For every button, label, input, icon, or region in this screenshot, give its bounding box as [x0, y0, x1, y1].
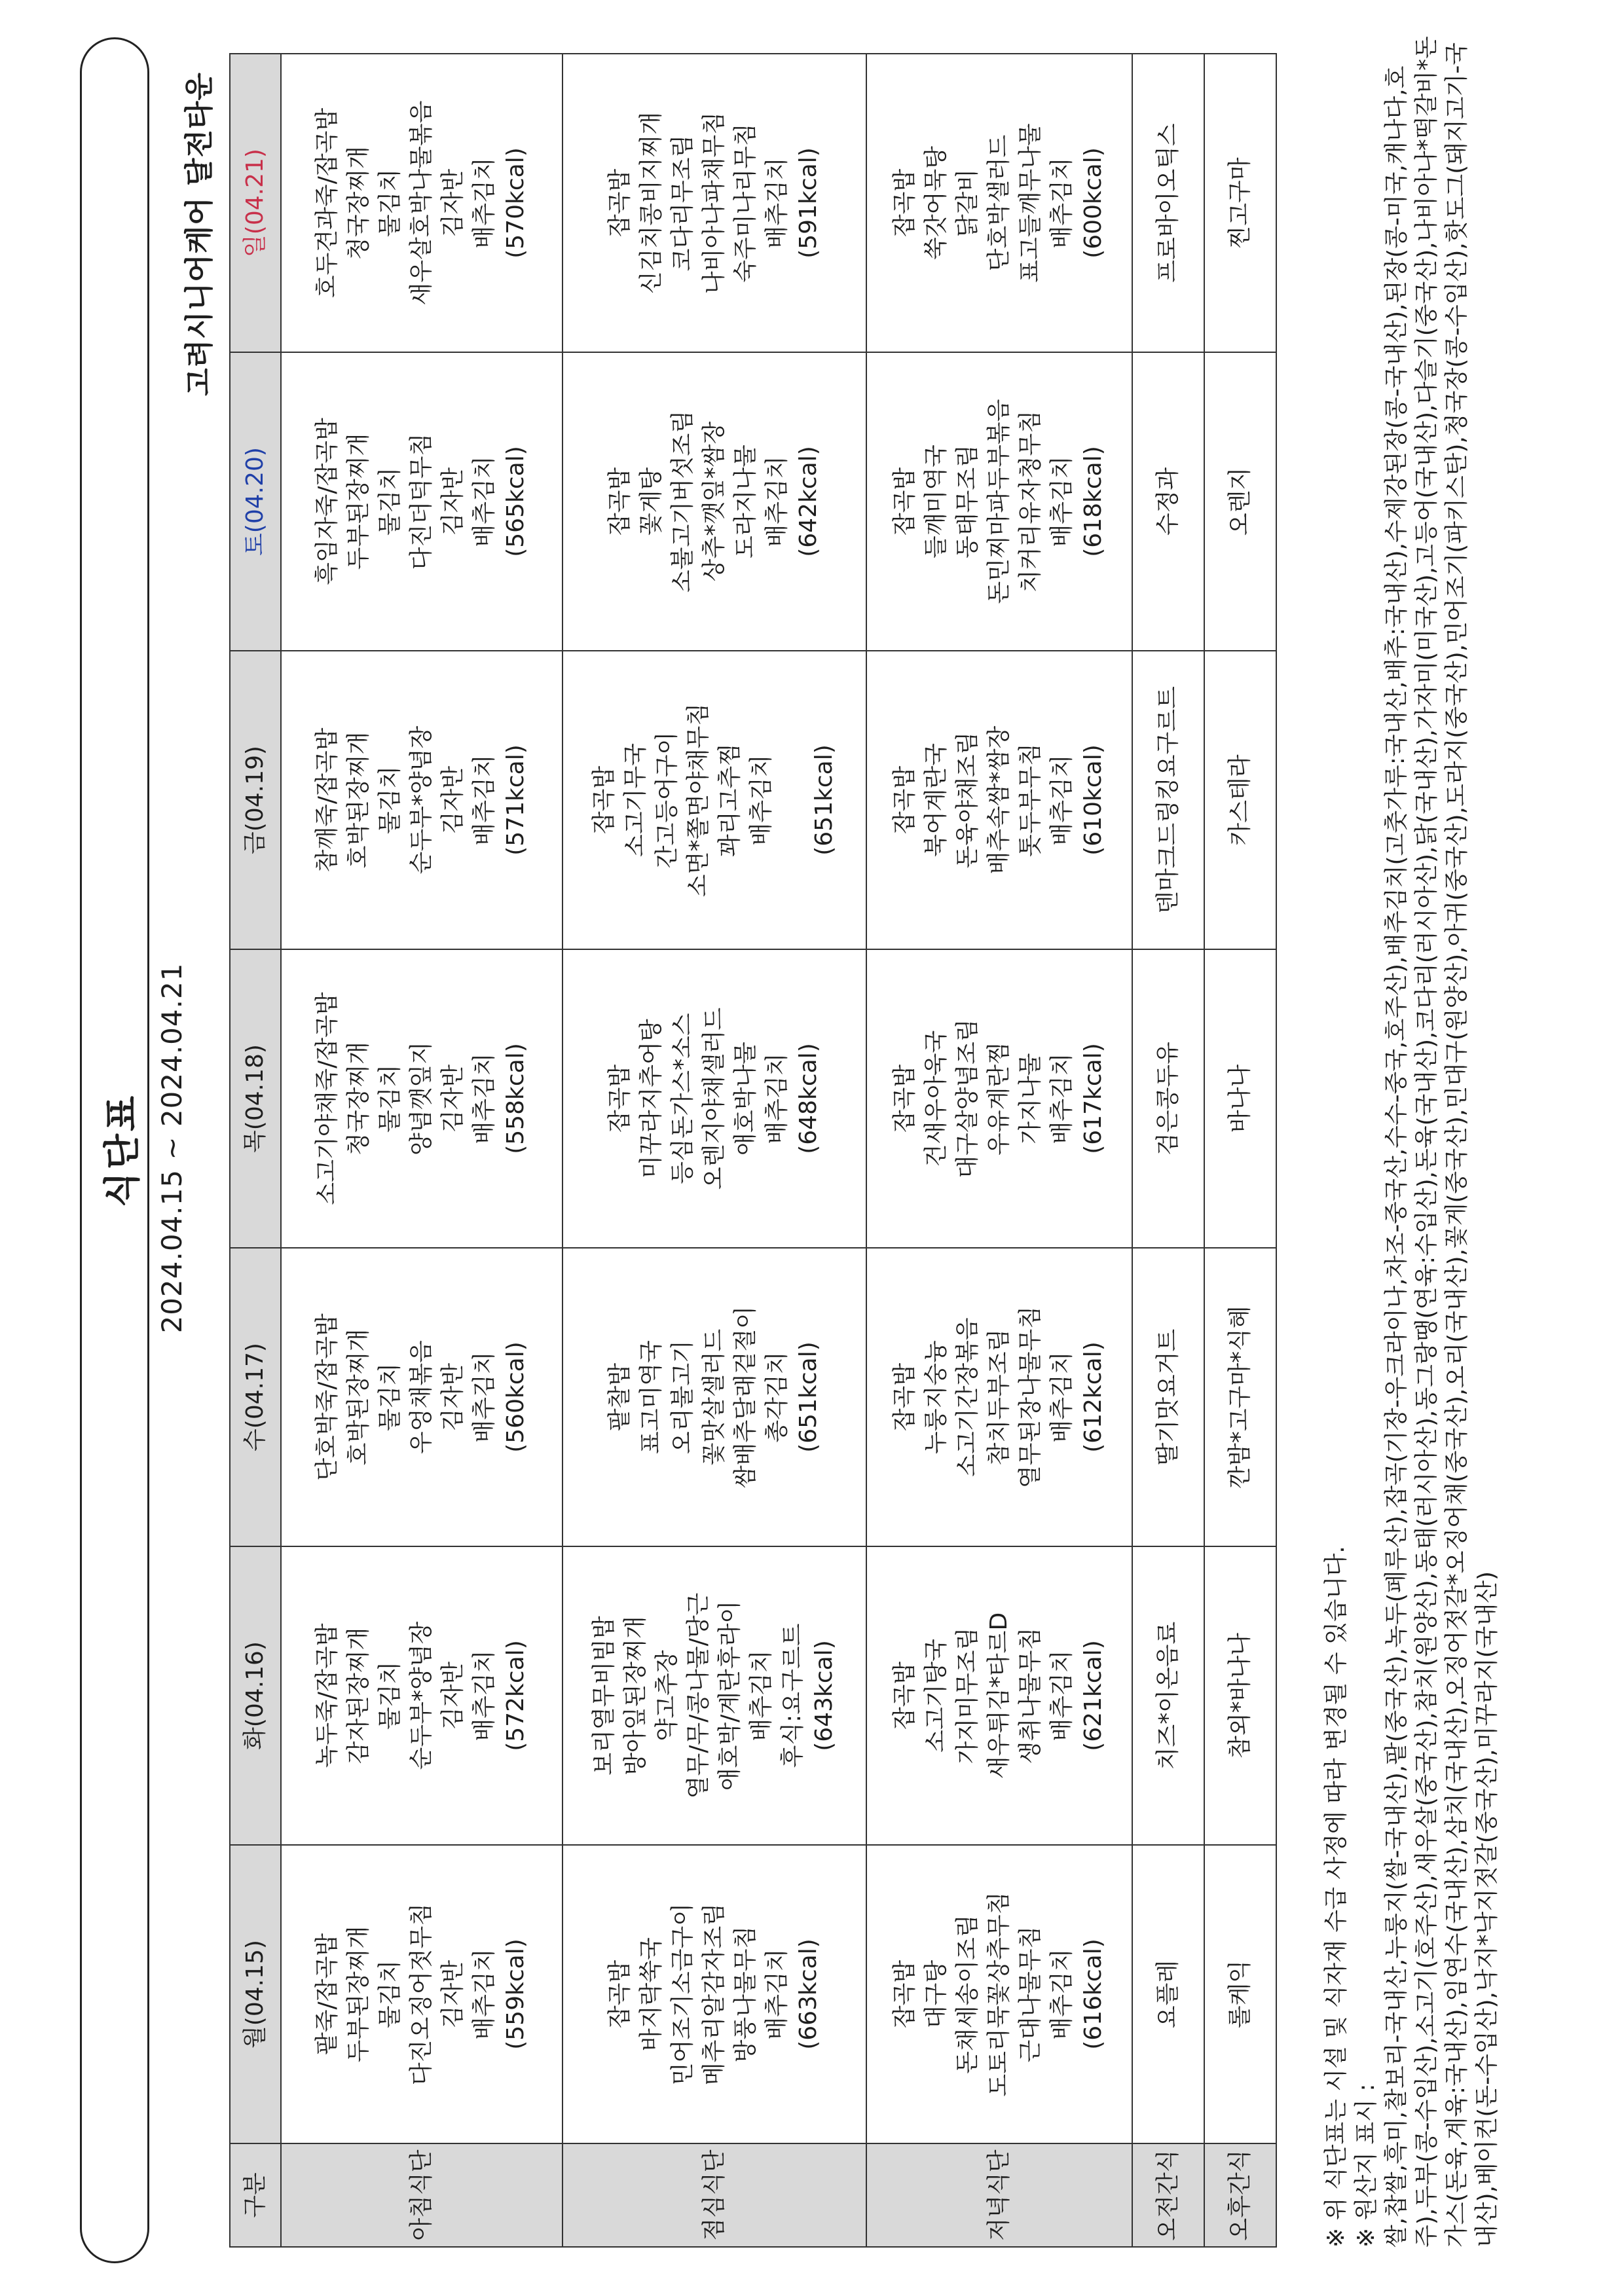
- menu-item: 배추김치: [471, 157, 498, 249]
- menu-item: (558kcal): [502, 1043, 529, 1154]
- menu-item: 나비아나파채무침: [701, 111, 728, 295]
- menu-item: 청국장찌개: [345, 146, 372, 260]
- menu-item: 순두부*양념장: [408, 725, 435, 875]
- day-header-mon: 월(04.15): [230, 1845, 281, 2143]
- menu-item: 배추김치: [471, 754, 498, 846]
- menu-item: 배추김치: [1048, 157, 1075, 249]
- menu-item: 보리열무비빔밥: [591, 1616, 618, 1776]
- menu-item: 녹두죽/잡곡밥: [314, 1623, 341, 1768]
- menu-item: 애호박/계란후라이: [716, 1600, 743, 1791]
- menu-item: 도토리묵꽃상추무침: [986, 1891, 1012, 2097]
- menu-item: 돈채세송이조림: [954, 1914, 981, 2074]
- menu-item: 물김치: [377, 765, 403, 835]
- menu-item: 돈육야채조림: [954, 731, 981, 869]
- menu-item: (570kcal): [502, 147, 529, 259]
- menu-item: (560kcal): [502, 1341, 529, 1453]
- menu-item: 잡곡밥: [891, 1661, 918, 1730]
- menu-item: 잡곡밥: [606, 467, 633, 536]
- menu-item: 두부된장찌개: [345, 433, 372, 570]
- menu-item: (616kcal): [1080, 1939, 1107, 2050]
- menu-item: 우유계란찜: [986, 1042, 1012, 1156]
- menu-cell-tue: [563, 1546, 866, 1845]
- menu-item: 물김치: [377, 1661, 403, 1730]
- menu-item: 잡곡밥: [891, 1959, 918, 2029]
- menu-cell-tue: [281, 1546, 563, 1845]
- menu-item: 배추속쌈*쌈장: [986, 725, 1012, 875]
- menu-item: 대구살양념조림: [954, 1019, 981, 1178]
- menu-item: (612kcal): [1080, 1341, 1107, 1453]
- menu-item: 순두부*양념장: [408, 1621, 435, 1770]
- snack-cell-sat: 오렌지: [1204, 352, 1276, 651]
- menu-item: 단호박샐러드: [986, 134, 1012, 272]
- menu-item: (648kcal): [795, 1043, 822, 1154]
- lunch-row: [563, 54, 866, 2247]
- snack-cell-thu: 바나나: [1204, 949, 1276, 1248]
- menu-item: 호박된장찌개: [345, 1328, 372, 1466]
- menu-item: (610kcal): [1080, 744, 1107, 856]
- menu-table: [229, 53, 1277, 2248]
- menu-item: 다진오징어젓무침: [408, 1903, 435, 2086]
- menu-cell-wed: [281, 1248, 563, 1546]
- menu-cell-sat: [563, 352, 866, 651]
- menu-item: 오렌지야채샐러드: [701, 1007, 728, 1190]
- breakfast-row: [281, 54, 563, 2247]
- menu-item: (651kcal): [811, 744, 838, 856]
- menu-item: 흑임자죽/잡곡밥: [314, 418, 341, 585]
- menu-item: 톳두부무침: [1017, 743, 1044, 857]
- category-header: 구분: [230, 2143, 281, 2247]
- menu-item: 잡곡밥: [591, 765, 618, 835]
- menu-cell-sun: [281, 54, 563, 352]
- snack-cell-sat: 수정과: [1132, 352, 1204, 651]
- menu-cell-mon: [866, 1845, 1132, 2143]
- menu-item: 오리불고기: [669, 1340, 696, 1454]
- menu-item: 등심돈가스*소스: [669, 1013, 696, 1184]
- menu-item: 김자반: [439, 1064, 466, 1133]
- menu-item: 메추리알감자조림: [701, 1903, 728, 2086]
- menu-item: 김자반: [439, 765, 466, 835]
- snack-cell-wed: 깐밤*고구마*식혜: [1204, 1248, 1276, 1546]
- menu-item: 물김치: [377, 1064, 403, 1133]
- menu-item: 열무/무/콩나물/당근: [685, 1592, 712, 1799]
- menu-item: 방풍나물무침: [732, 1925, 759, 2063]
- pm-snack-label: 오후간식: [1204, 2143, 1276, 2247]
- menu-item: (600kcal): [1080, 147, 1107, 259]
- am-snack-label: 오전간식: [1132, 2143, 1204, 2247]
- menu-item: (643kcal): [811, 1640, 838, 1751]
- menu-item: 쌈배추달래겉절이: [732, 1305, 759, 1489]
- menu-item: 누룽지숭늉: [923, 1340, 950, 1454]
- menu-item: 총각김치: [764, 1351, 790, 1443]
- snack-cell-mon: 요플레: [1132, 1845, 1204, 2143]
- snack-cell-thu: 검은콩두유: [1132, 949, 1204, 1248]
- menu-item: 참깨죽/잡곡밥: [314, 727, 341, 873]
- menu-cell-sun: [563, 54, 866, 352]
- menu-item: 가지나물: [1017, 1053, 1044, 1144]
- note-change-notice: ※ 위 식단표는 시설 및 식자재 수급 사정에 따라 변경될 수 있습니다.: [1323, 1546, 1350, 2248]
- menu-item: 약고추장: [654, 1650, 680, 1741]
- menu-item: (591kcal): [795, 147, 822, 259]
- day-header-sat: 토(04.20): [230, 352, 281, 651]
- menu-item: 소고기야채죽/잡곡밥: [314, 992, 341, 1205]
- dinner-row: [866, 54, 1132, 2247]
- title-box: [80, 37, 149, 2263]
- day-header-thu: 목(04.18): [230, 949, 281, 1248]
- notes: [1321, 35, 1502, 2248]
- menu-cell-thu: [281, 949, 563, 1248]
- menu-item: 배추김치: [471, 1948, 498, 2040]
- dinner-label: 저녁식단: [866, 2143, 1132, 2247]
- menu-item: 참치두부조림: [986, 1328, 1012, 1466]
- menu-item: (621kcal): [1080, 1640, 1107, 1751]
- menu-cell-fri: [866, 651, 1132, 949]
- page-title: 식단표: [101, 1093, 144, 1208]
- menu-item: 소면*쫄면야채무침: [685, 702, 712, 898]
- menu-item: 코다리무조림: [669, 134, 696, 272]
- header-row: [230, 54, 281, 2247]
- day-header-sun: 일(04.21): [230, 54, 281, 352]
- menu-item: 단호박죽/잡곡밥: [314, 1313, 341, 1481]
- menu-item: 바지락쑥국: [638, 1937, 665, 2051]
- menu-item: 상추*깻잎*쌈장: [701, 421, 728, 582]
- origin-list: 쌀,찹쌀,흑미,찰보리-국내산,누룽지(쌀-국내산),팥(중국산),녹두(페루산),잡곡(기장-우크라이나,차조-중국산,수수-중국,호주산),배추김치(고춧가루:국내산,배추:국내산),수제강된장(콩-국내산),된장(콩-미국,캐나다,호주),두부(콩-수입산),소고기(호주산),새우살(중국산),참치(원양산),동태(러시아산),동그랑땡(연육:수입산),돈육(국내산),코다리(러시아산),닭(국내산),가자미(미국산),고등어(국내산),다슬기(중국산),나비아나*떡갈비*돈가스(돈육,계육:국내산),임연수(국내산),삼치(국내산),오징어젓갈*오징어채(중국산),오리(국내산),꽃게(중국산),민대구(원양산),아귀(중국산),도라지(중국산),민어조기(파키스탄),청국장(콩-수입산),핫도그(돼지고기-국내산),베이컨(돈-수입산),낙지*낙지젓갈(중국산),미꾸라지(국내산): [1383, 36, 1500, 2248]
- menu-item: 잡곡밥: [606, 1064, 633, 1133]
- menu-item: 근대나물무침: [1017, 1925, 1044, 2063]
- menu-item: 감자된장찌개: [345, 1627, 372, 1764]
- menu-item: 호두견과죽/잡곡밥: [314, 107, 341, 299]
- menu-item: 배추김치: [471, 1053, 498, 1144]
- menu-item: 배추김치: [1048, 754, 1075, 846]
- menu-item: 잡곡밥: [891, 168, 918, 238]
- menu-item: (565kcal): [502, 446, 529, 557]
- menu-cell-tue: [866, 1546, 1132, 1845]
- lunch-label: 점심식단: [563, 2143, 866, 2247]
- menu-item: 미꾸라지추어탕: [638, 1019, 665, 1178]
- menu-item: 다진더덕무침: [408, 433, 435, 570]
- menu-cell-fri: [563, 651, 866, 949]
- menu-item: 김자반: [439, 1959, 466, 2029]
- menu-item: 물김치: [377, 1362, 403, 1432]
- menu-item: 건새우아욱국: [923, 1030, 950, 1167]
- menu-item: 돈민찌마파두부볶음: [986, 399, 1012, 604]
- menu-period: 2024.04.15 ~ 2024.04.21: [156, 962, 188, 1334]
- menu-item: 후식:요구르트: [779, 1623, 806, 1768]
- menu-item: 꽈리고추찜: [716, 743, 743, 857]
- menu-cell-sun: [866, 54, 1132, 352]
- menu-item: 숙주미나리무침: [732, 123, 759, 283]
- menu-cell-sat: [281, 352, 563, 651]
- menu-item: 대구탕: [923, 1959, 950, 2029]
- menu-item: 물김치: [377, 168, 403, 238]
- menu-item: 잡곡밥: [606, 168, 633, 238]
- menu-item: 배추김치: [471, 456, 498, 547]
- menu-item: 꽃게탕: [638, 467, 665, 536]
- breakfast-label: 아침식단: [281, 2143, 563, 2247]
- menu-cell-wed: [866, 1248, 1132, 1546]
- menu-item: 잡곡밥: [891, 1064, 918, 1133]
- menu-item: 잡곡밥: [891, 765, 918, 835]
- menu-cell-fri: [281, 651, 563, 949]
- menu-item: 두부된장찌개: [345, 1925, 372, 2063]
- menu-item: 청국장찌개: [345, 1042, 372, 1156]
- menu-item: 표고들깨무나물: [1017, 123, 1044, 283]
- menu-cell-thu: [866, 949, 1132, 1248]
- menu-item: 배추김치: [471, 1650, 498, 1741]
- menu-item: 북어계란국: [923, 743, 950, 857]
- facility-name: 고려시니어케어 달전타운: [183, 72, 216, 396]
- menu-cell-wed: [563, 1248, 866, 1546]
- menu-item: 배추김치: [764, 1948, 790, 2040]
- pm-snack-row: [1204, 54, 1276, 2247]
- menu-item: 잡곡밥: [606, 1959, 633, 2029]
- menu-item: 배추김치: [1048, 1053, 1075, 1144]
- day-header-tue: 화(04.16): [230, 1546, 281, 1845]
- menu-item: 호박된장찌개: [345, 731, 372, 869]
- menu-item: 표고미역국: [638, 1340, 665, 1454]
- menu-item: 배추김치: [748, 1650, 775, 1741]
- menu-item: 배추김치: [1048, 1351, 1075, 1443]
- menu-item: (559kcal): [502, 1939, 529, 2050]
- menu-item: 배추김치: [1048, 1650, 1075, 1741]
- menu-item: 가지미무조림: [954, 1627, 981, 1764]
- day-header-fri: 금(04.19): [230, 651, 281, 949]
- menu-item: 배추김치: [764, 456, 790, 547]
- menu-item: 배추김치: [764, 1053, 790, 1144]
- menu-item: 김자반: [439, 1362, 466, 1432]
- menu-item: 물김치: [377, 1959, 403, 2029]
- menu-item: 배추김치: [1048, 456, 1075, 547]
- menu-item: 소불고기버섯조림: [669, 410, 696, 593]
- menu-item: 닭갈비: [954, 168, 981, 238]
- menu-item: 소고기무국: [622, 743, 649, 857]
- menu-item: (651kcal): [795, 1341, 822, 1453]
- menu-cell-thu: [563, 949, 866, 1248]
- menu-item: 배추김치: [1048, 1948, 1075, 2040]
- menu-item: 잡곡밥: [891, 467, 918, 536]
- am-snack-row: [1132, 54, 1204, 2247]
- menu-item: 김자반: [439, 467, 466, 536]
- menu-item: (663kcal): [795, 1939, 822, 2050]
- menu-item: (618kcal): [1080, 446, 1107, 557]
- menu-item: 쑥갓어묵탕: [923, 146, 950, 260]
- menu-item: 새우살호박나물볶음: [408, 100, 435, 306]
- snack-cell-tue: 치즈*이온음료: [1132, 1546, 1204, 1845]
- menu-item: 김자반: [439, 168, 466, 238]
- menu-item: 소고기간장볶음: [954, 1317, 981, 1477]
- menu-item: (571kcal): [502, 744, 529, 856]
- menu-item: 팥찰밥: [606, 1362, 633, 1432]
- snack-cell-tue: 참외*바나나: [1204, 1546, 1276, 1845]
- menu-item: 생취나물무침: [1017, 1627, 1044, 1764]
- menu-cell-sat: [866, 352, 1132, 651]
- day-header-wed: 수(04.17): [230, 1248, 281, 1546]
- menu-item: 도라지나물: [732, 445, 759, 558]
- menu-item: (617kcal): [1080, 1043, 1107, 1154]
- menu-item: 치커리유자청무침: [1017, 410, 1044, 593]
- menu-item: (572kcal): [502, 1640, 529, 1751]
- menu-item: 들깨미역국: [923, 445, 950, 558]
- menu-item: 꽃맛살샐러드: [701, 1328, 728, 1466]
- menu-item: 잡곡밥: [891, 1362, 918, 1432]
- menu-item: 우엉채볶음: [408, 1340, 435, 1454]
- menu-cell-mon: [281, 1845, 563, 2143]
- menu-item: 배추김치: [764, 157, 790, 249]
- snack-cell-sun: 프로바이오틱스: [1132, 54, 1204, 352]
- menu-item: 배추김치: [748, 754, 775, 846]
- menu-item: 열무된장나물무침: [1017, 1305, 1044, 1489]
- menu-item: 소고기탕국: [923, 1639, 950, 1753]
- snack-cell-sun: 찐고구마: [1204, 54, 1276, 352]
- menu-item: 김자반: [439, 1661, 466, 1730]
- snack-cell-fri: 카스테라: [1204, 651, 1276, 949]
- menu-item: 배추김치: [471, 1351, 498, 1443]
- note-origin-heading: ※ 원산지 표시 :: [1353, 2083, 1380, 2248]
- menu-item: 간고등어구이: [654, 731, 680, 869]
- menu-item: 물김치: [377, 467, 403, 536]
- menu-item: 방아잎된장찌개: [622, 1616, 649, 1776]
- menu-item: 민어조기소금구이: [669, 1903, 696, 2086]
- snack-cell-mon: 롤케익: [1204, 1845, 1276, 2143]
- menu-item: 양념깻잎지: [408, 1042, 435, 1156]
- menu-item: 팥죽/잡곡밥: [314, 1933, 341, 2056]
- snack-cell-wed: 딸기맛요거트: [1132, 1248, 1204, 1546]
- menu-item: 새우튀김*타르D: [986, 1612, 1012, 1779]
- menu-item: 동태무조림: [954, 445, 981, 558]
- menu-item: (642kcal): [795, 446, 822, 557]
- snack-cell-fri: 덴마크드링킹요구르트: [1132, 651, 1204, 949]
- menu-item: 신김치콩비지찌개: [638, 111, 665, 295]
- menu-cell-mon: [563, 1845, 866, 2143]
- menu-item: [777, 651, 809, 949]
- menu-item: 애호박나물: [732, 1042, 759, 1156]
